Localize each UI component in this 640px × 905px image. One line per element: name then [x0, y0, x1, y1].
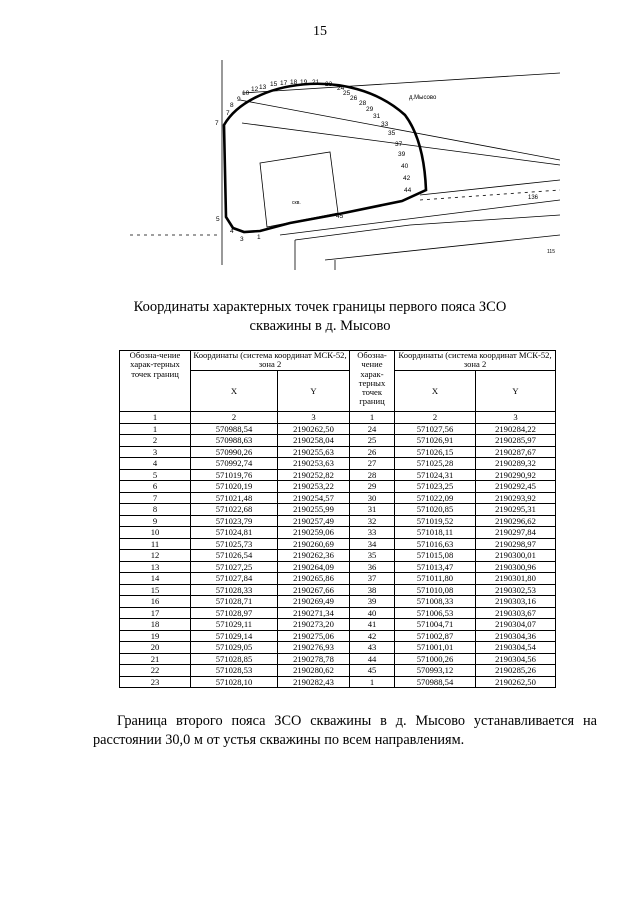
y-coordinate: 2190280,62 [278, 665, 350, 677]
map-label-point-4: 5 [216, 216, 220, 223]
y-coordinate: 2190292,45 [476, 481, 556, 493]
x-coordinate: 571026,15 [395, 446, 476, 458]
table-row [120, 665, 556, 677]
y-coordinate: 2190278,78 [278, 653, 350, 665]
y-coordinate: 2190300,96 [476, 561, 556, 573]
y-coordinate: 2190301,80 [476, 573, 556, 585]
table-row [120, 676, 556, 688]
x-coordinate: 570993,12 [395, 665, 476, 677]
y-coordinate: 2190260,69 [278, 538, 350, 550]
point-number: 36 [350, 561, 395, 573]
y-coordinate: 2190289,32 [476, 458, 556, 470]
y-coordinate: 2190255,63 [278, 446, 350, 458]
x-coordinate: 571026,91 [395, 435, 476, 447]
table-row [120, 458, 556, 470]
point-number: 28 [350, 469, 395, 481]
point-number: 8 [120, 504, 191, 516]
point-number: 21 [120, 653, 191, 665]
x-coordinate: 571019,52 [395, 515, 476, 527]
parcel-label-136: 136 [528, 195, 539, 201]
y-coordinate: 2190300,01 [476, 550, 556, 562]
x-coordinate: 571024,81 [191, 527, 278, 539]
x-coordinate: 571027,84 [191, 573, 278, 585]
map-label-point-2: 3 [240, 236, 244, 243]
y-coordinate: 2190304,36 [476, 630, 556, 642]
second-zone-paragraph [93, 712, 597, 749]
x-coordinate: 571029,14 [191, 630, 278, 642]
page-number: 15 [313, 24, 327, 39]
y-coordinate: 2190303,16 [476, 596, 556, 608]
x-coordinate: 571028,97 [191, 607, 278, 619]
y-coordinate: 2190276,93 [278, 642, 350, 654]
x-coordinate: 571028,53 [191, 665, 278, 677]
y-coordinate: 2190262,50 [278, 423, 350, 435]
point-number: 5 [120, 469, 191, 481]
map-label-point-24: 24 [337, 85, 345, 92]
table-row [120, 527, 556, 539]
point-number: 33 [350, 527, 395, 539]
coordinates-table [119, 350, 556, 688]
point-number: 32 [350, 515, 395, 527]
table-row [120, 584, 556, 596]
point-number: 34 [350, 538, 395, 550]
col-number: 1 [120, 412, 191, 424]
table-row [120, 515, 556, 527]
table-row [120, 469, 556, 481]
y-coordinate: 2190285,97 [476, 435, 556, 447]
point-number: 37 [350, 573, 395, 585]
point-number: 1 [350, 676, 395, 688]
point-number: 2 [120, 435, 191, 447]
point-number: 9 [120, 515, 191, 527]
map-label-point-33: 33 [381, 121, 389, 128]
point-number: 11 [120, 538, 191, 550]
map-label-point-31: 31 [373, 113, 381, 120]
y-coordinate: 2190303,67 [476, 607, 556, 619]
x-coordinate: 570988,54 [191, 423, 278, 435]
table-row [120, 423, 556, 435]
x-coordinate: 571027,56 [395, 423, 476, 435]
map-label-point-28: 28 [359, 100, 367, 107]
y-coordinate: 2190296,62 [476, 515, 556, 527]
x-coordinate: 571015,08 [395, 550, 476, 562]
point-number: 4 [120, 458, 191, 470]
point-number: 19 [120, 630, 191, 642]
x-coordinate: 571028,71 [191, 596, 278, 608]
col-number: 1 [350, 412, 395, 424]
table-row [120, 435, 556, 447]
zone-boundary-map [120, 55, 560, 270]
map-label-point-26: 26 [350, 95, 358, 102]
x-coordinate: 571029,05 [191, 642, 278, 654]
point-number: 42 [350, 630, 395, 642]
col-number: 2 [395, 412, 476, 424]
col-number: 3 [476, 412, 556, 424]
y-coordinate: 2190304,54 [476, 642, 556, 654]
point-number: 10 [120, 527, 191, 539]
x-coordinate: 571026,54 [191, 550, 278, 562]
header-y-left: Y [278, 371, 350, 412]
x-coordinate: 571025,28 [395, 458, 476, 470]
point-number: 14 [120, 573, 191, 585]
y-coordinate: 2190273,20 [278, 619, 350, 631]
y-coordinate: 2190271,34 [278, 607, 350, 619]
map-label-point-19: 19 [300, 79, 308, 86]
x-coordinate: 570990,26 [191, 446, 278, 458]
well-label: скв. [292, 200, 301, 206]
table-row [120, 481, 556, 493]
x-coordinate: 570988,63 [191, 435, 278, 447]
col-number: 2 [191, 412, 278, 424]
map-label-point-1: 1 [257, 234, 261, 241]
point-number: 43 [350, 642, 395, 654]
point-number: 20 [120, 642, 191, 654]
map-label-point-42: 42 [403, 175, 411, 182]
y-coordinate: 2190298,97 [476, 538, 556, 550]
table-row [120, 538, 556, 550]
map-label-point-9: 9 [237, 96, 241, 103]
y-coordinate: 2190258,04 [278, 435, 350, 447]
point-number: 16 [120, 596, 191, 608]
table-row [120, 504, 556, 516]
map-label-point-37: 37 [395, 141, 403, 148]
x-coordinate: 571028,10 [191, 676, 278, 688]
table-row [120, 561, 556, 573]
x-coordinate: 571022,68 [191, 504, 278, 516]
header-x-right: X [395, 371, 476, 412]
y-coordinate: 2190259,06 [278, 527, 350, 539]
point-number: 44 [350, 653, 395, 665]
point-number: 22 [120, 665, 191, 677]
x-coordinate: 571023,79 [191, 515, 278, 527]
y-coordinate: 2190269,49 [278, 596, 350, 608]
point-number: 27 [350, 458, 395, 470]
point-number: 23 [120, 676, 191, 688]
point-number: 3 [120, 446, 191, 458]
point-number: 24 [350, 423, 395, 435]
map-label-point-25: 25 [343, 90, 351, 97]
point-number: 41 [350, 619, 395, 631]
y-coordinate: 2190297,84 [476, 527, 556, 539]
x-coordinate: 571006,53 [395, 607, 476, 619]
x-coordinate: 571019,76 [191, 469, 278, 481]
point-number: 29 [350, 481, 395, 493]
y-coordinate: 2190287,67 [476, 446, 556, 458]
x-coordinate: 571028,85 [191, 653, 278, 665]
map-label-point-39: 39 [398, 151, 406, 158]
map-label-point-40: 40 [401, 163, 409, 170]
map-label-point-45: 45 [336, 213, 344, 220]
y-coordinate: 2190262,50 [476, 676, 556, 688]
x-coordinate: 571023,25 [395, 481, 476, 493]
point-number: 17 [120, 607, 191, 619]
point-number: 15 [120, 584, 191, 596]
map-label-point-10: 10 [242, 90, 250, 97]
table-title-line1: Координаты характерных точек границы первого пояса ЗСО [133, 299, 507, 315]
map-label-point-29: 29 [366, 106, 374, 113]
y-coordinate: 2190275,06 [278, 630, 350, 642]
map-label-point-35: 35 [388, 130, 396, 137]
header-y-right: Y [476, 371, 556, 412]
point-number: 7 [120, 492, 191, 504]
map-label-point-3: 4 [230, 228, 234, 235]
point-number: 13 [120, 561, 191, 573]
zone-boundary-line [224, 84, 426, 232]
map-label-point-12: 12 [251, 86, 259, 93]
header-x-left: X [191, 371, 278, 412]
x-coordinate: 571013,47 [395, 561, 476, 573]
map-label-point-21: 21 [312, 79, 320, 86]
point-number: 30 [350, 492, 395, 504]
map-label-point-15: 15 [270, 81, 278, 88]
x-coordinate: 571022,09 [395, 492, 476, 504]
header-designation-left: Обозна-чение харак-терных точек границ [120, 351, 191, 412]
y-coordinate: 2190304,07 [476, 619, 556, 631]
y-coordinate: 2190295,31 [476, 504, 556, 516]
table-row [120, 653, 556, 665]
y-coordinate: 2190262,36 [278, 550, 350, 562]
point-number: 45 [350, 665, 395, 677]
village-label: д.Мысово [409, 95, 437, 101]
table-row [120, 607, 556, 619]
table-row [120, 596, 556, 608]
table-row [120, 630, 556, 642]
y-coordinate: 2190265,86 [278, 573, 350, 585]
x-coordinate: 570992,74 [191, 458, 278, 470]
map-label-point-18: 18 [290, 79, 298, 86]
y-coordinate: 2190253,22 [278, 481, 350, 493]
x-coordinate: 571010,08 [395, 584, 476, 596]
x-coordinate: 571004,71 [395, 619, 476, 631]
y-coordinate: 2190252,82 [278, 469, 350, 481]
table-row [120, 550, 556, 562]
point-number: 26 [350, 446, 395, 458]
point-number: 39 [350, 596, 395, 608]
point-number: 6 [120, 481, 191, 493]
point-number: 38 [350, 584, 395, 596]
y-coordinate: 2190254,57 [278, 492, 350, 504]
y-coordinate: 2190255,99 [278, 504, 350, 516]
map-label-point-23: 23 [325, 81, 333, 88]
x-coordinate: 571021,48 [191, 492, 278, 504]
col-number: 3 [278, 412, 350, 424]
point-number: 25 [350, 435, 395, 447]
table-row [120, 492, 556, 504]
x-coordinate: 571000,26 [395, 653, 476, 665]
x-coordinate: 571011,80 [395, 573, 476, 585]
y-coordinate: 2190302,53 [476, 584, 556, 596]
y-coordinate: 2190267,66 [278, 584, 350, 596]
paragraph-text: Граница второго пояса ЗСО скважины в д. Мысово устанавливается на расстоянии 30,0 м от устья скважины по всем направлениям. [93, 713, 597, 748]
table-title [0, 298, 640, 336]
x-coordinate: 571024,31 [395, 469, 476, 481]
point-number: 12 [120, 550, 191, 562]
y-coordinate: 2190293,92 [476, 492, 556, 504]
point-number: 40 [350, 607, 395, 619]
x-coordinate: 571020,19 [191, 481, 278, 493]
x-coordinate: 571020,85 [395, 504, 476, 516]
x-coordinate: 571028,33 [191, 584, 278, 596]
map-label-point-17: 17 [280, 80, 288, 87]
y-coordinate: 2190285,26 [476, 665, 556, 677]
point-number: 31 [350, 504, 395, 516]
map-label-point-7: 7 [226, 110, 230, 117]
header-coord-system-right: Координаты (система координат МСК-52, зона 2 [395, 351, 556, 371]
point-number: 1 [120, 423, 191, 435]
y-coordinate: 2190257,49 [278, 515, 350, 527]
y-coordinate: 2190253,63 [278, 458, 350, 470]
table-row [120, 446, 556, 458]
point-number: 35 [350, 550, 395, 562]
y-coordinate: 2190304,56 [476, 653, 556, 665]
header-coord-system-left: Координаты (система координат МСК-52, зона 2 [191, 351, 350, 371]
x-coordinate: 571008,33 [395, 596, 476, 608]
x-coordinate: 571001,01 [395, 642, 476, 654]
table-row [120, 573, 556, 585]
x-coordinate: 571016,63 [395, 538, 476, 550]
coordinates-table-body [120, 423, 556, 688]
y-coordinate: 2190290,92 [476, 469, 556, 481]
x-coordinate: 571025,73 [191, 538, 278, 550]
map-label-point-8: 8 [230, 102, 234, 109]
map-label-point-13: 13 [259, 84, 267, 91]
x-coordinate: 571027,25 [191, 561, 278, 573]
y-coordinate: 2190284,22 [476, 423, 556, 435]
x-coordinate: 571002,87 [395, 630, 476, 642]
point-number: 18 [120, 619, 191, 631]
map-label-point-44: 44 [404, 187, 412, 194]
parcel-label-115: 115 [547, 249, 555, 255]
table-row [120, 642, 556, 654]
y-coordinate: 2190282,43 [278, 676, 350, 688]
y-coordinate: 2190264,09 [278, 561, 350, 573]
x-coordinate: 571018,11 [395, 527, 476, 539]
map-label-point-5: 7 [215, 120, 219, 127]
table-row [120, 619, 556, 631]
x-coordinate: 570988,54 [395, 676, 476, 688]
x-coordinate: 571029,11 [191, 619, 278, 631]
table-title-line2: скважины в д. Мысово [249, 318, 391, 334]
header-designation-right: Обозна-чение харак-терных точек границ [350, 351, 395, 412]
